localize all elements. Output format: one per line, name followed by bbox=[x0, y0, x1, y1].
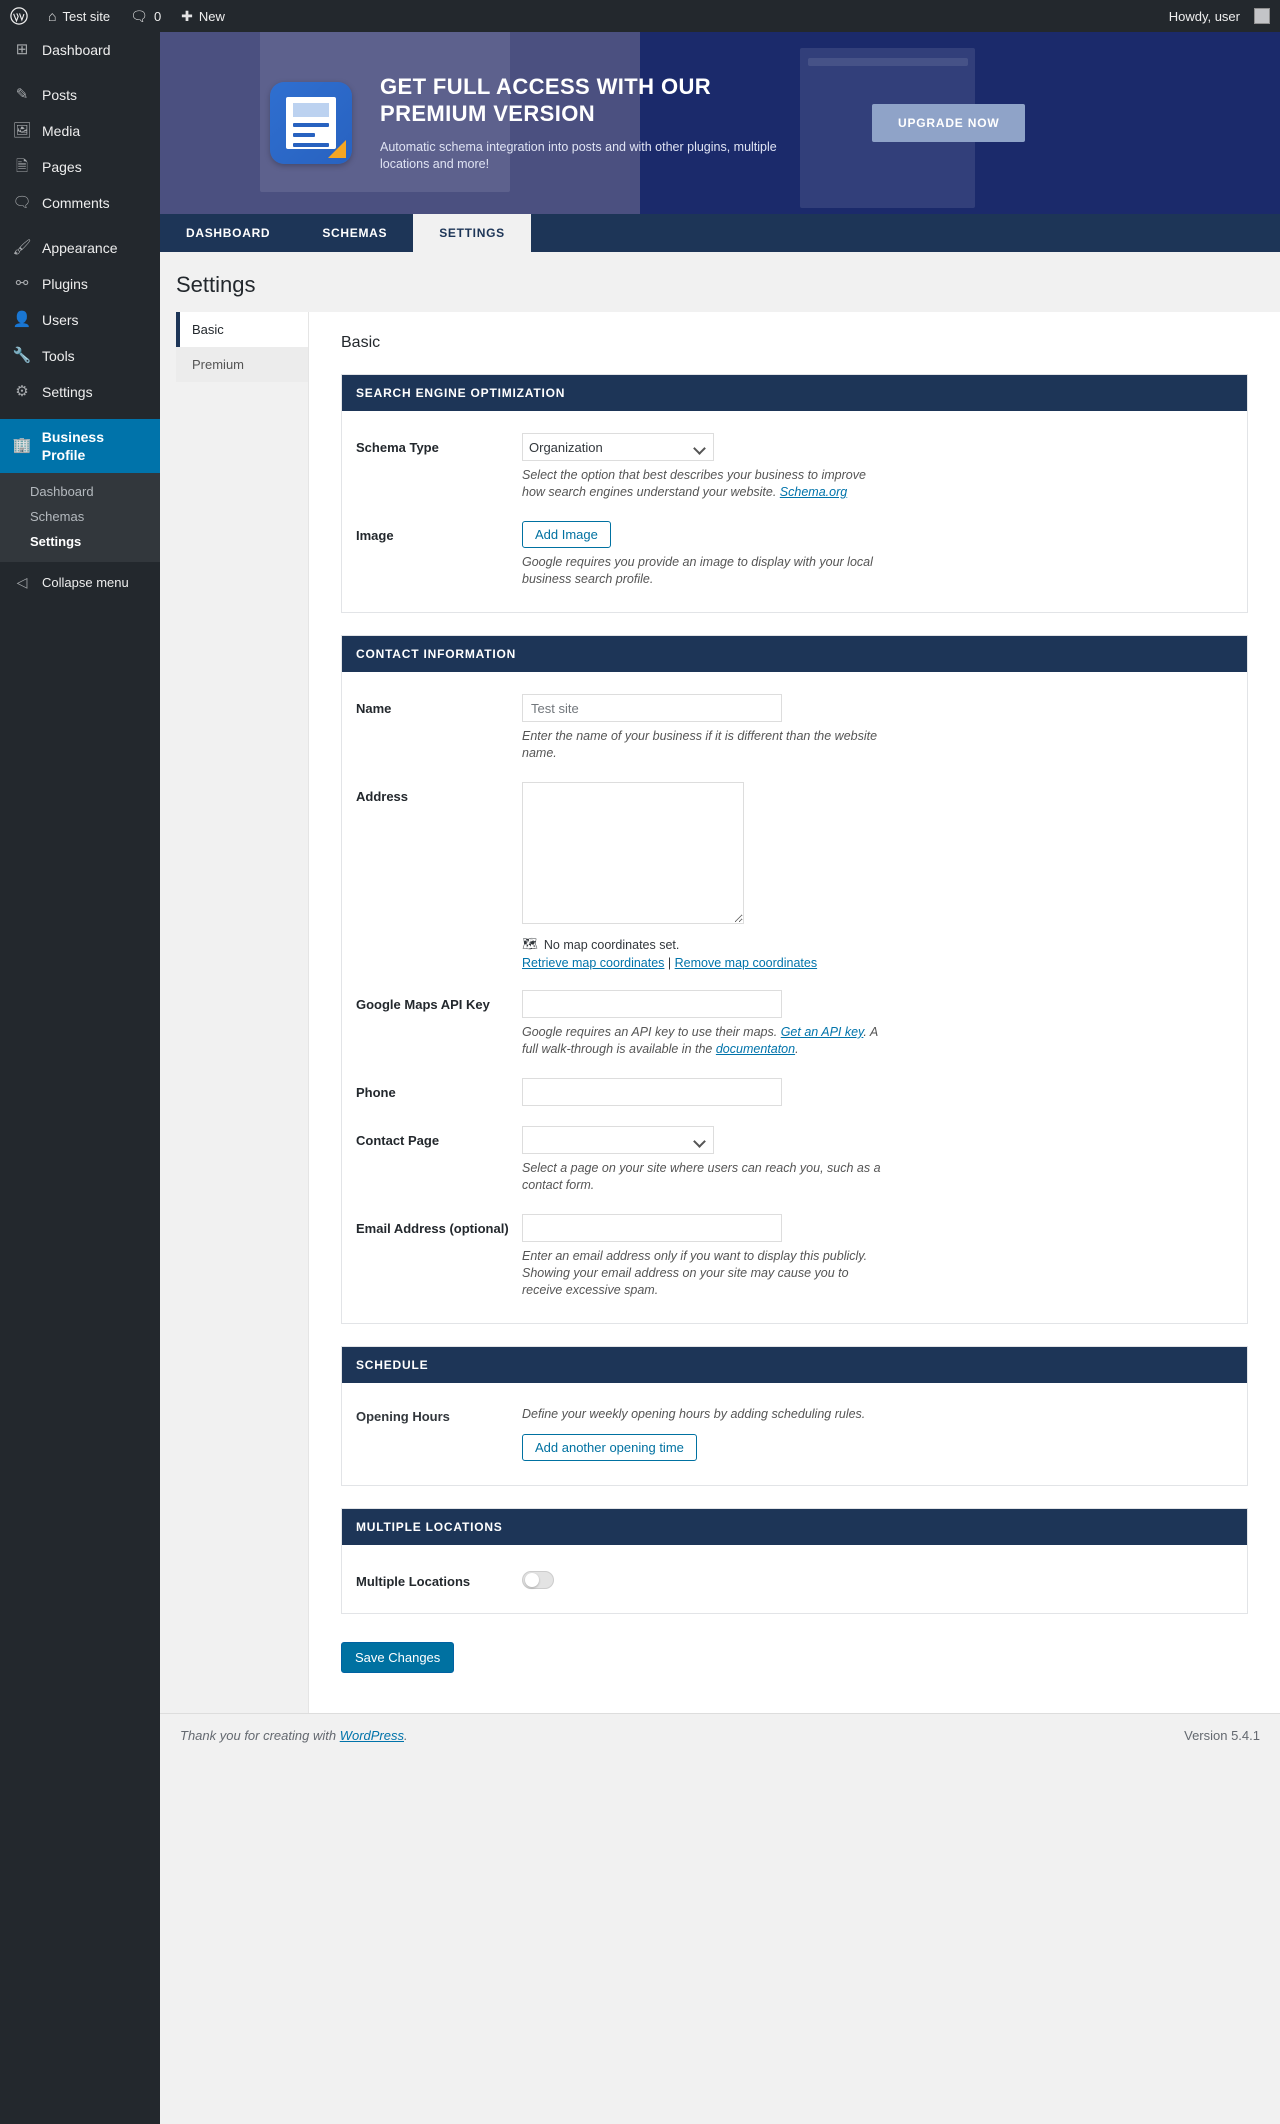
promo-text bbox=[380, 73, 800, 173]
api-desc-3: . bbox=[795, 1042, 799, 1056]
wrench-icon: 🔧 bbox=[12, 347, 32, 364]
opening-hours-actions bbox=[342, 1428, 1247, 1471]
map-coordinate-links bbox=[522, 956, 1233, 970]
sidebar-item-media[interactable] bbox=[0, 113, 160, 149]
field-label: Schema Type bbox=[356, 440, 439, 455]
sliders-icon: ⚙ bbox=[15, 383, 29, 400]
sidebar-item-label: Users bbox=[42, 312, 79, 328]
schema-document-icon bbox=[270, 82, 352, 164]
section-contact-information bbox=[341, 635, 1248, 1324]
site-name: Test site bbox=[62, 8, 111, 24]
menu-separator bbox=[0, 410, 160, 419]
field-image bbox=[342, 511, 1247, 598]
plus-icon: ✚ bbox=[181, 8, 193, 24]
field-multiple-locations bbox=[342, 1557, 1247, 1599]
admin-content bbox=[160, 32, 1280, 2124]
subtab-basic[interactable]: Basic bbox=[176, 312, 308, 347]
field-google-maps-api-key bbox=[342, 980, 1247, 1068]
footer-period: . bbox=[404, 1728, 408, 1743]
sidebar-item-business-profile[interactable] bbox=[0, 419, 160, 473]
promo-content bbox=[160, 32, 1280, 214]
remove-map-coordinates-link[interactable]: Remove map coordinates bbox=[674, 956, 818, 970]
section-schedule-heading: SCHEDULE bbox=[342, 1347, 1247, 1383]
tab-dashboard[interactable]: DASHBOARD bbox=[186, 226, 271, 240]
section-seo bbox=[341, 374, 1248, 613]
field-label: Name bbox=[356, 701, 392, 716]
collapse-menu-label: Collapse menu bbox=[42, 575, 129, 590]
field-name bbox=[342, 684, 1247, 772]
wordpress-link[interactable]: WordPress bbox=[339, 1728, 404, 1743]
field-phone bbox=[342, 1068, 1247, 1116]
my-account-menu[interactable] bbox=[1159, 0, 1280, 32]
premium-promo-banner bbox=[160, 32, 1280, 214]
user-icon: 👤 bbox=[12, 311, 32, 328]
comments-menu[interactable] bbox=[120, 0, 171, 32]
submenu-item-dashboard[interactable]: Dashboard bbox=[30, 484, 94, 499]
phone-input[interactable] bbox=[522, 1078, 782, 1106]
sidebar-item-appearance[interactable] bbox=[0, 230, 160, 266]
sidebar-item-label: Dashboard bbox=[42, 42, 111, 58]
sidebar-item-dashboard[interactable] bbox=[0, 32, 160, 68]
promo-subtitle: Automatic schema integration into posts and with other plugins, multiple locations and more! bbox=[380, 140, 777, 171]
subtab-premium[interactable]: Premium bbox=[176, 347, 308, 382]
field-email-address bbox=[342, 1204, 1247, 1309]
avatar bbox=[1254, 8, 1270, 24]
sidebar-item-label: Comments bbox=[42, 195, 110, 211]
api-desc-1: Google requires an API key to use their maps. bbox=[522, 1025, 781, 1039]
sidebar-item-settings[interactable] bbox=[0, 374, 160, 410]
sidebar-item-label: Pages bbox=[42, 159, 82, 175]
sidebar-item-posts[interactable] bbox=[0, 77, 160, 113]
section-contact-heading: CONTACT INFORMATION bbox=[342, 636, 1247, 672]
schema-type-select[interactable] bbox=[522, 433, 714, 461]
field-label: Opening Hours bbox=[356, 1409, 450, 1424]
brush-icon: 🖌 bbox=[12, 239, 32, 256]
submenu-item-schemas[interactable]: Schemas bbox=[30, 509, 85, 524]
footer-credit bbox=[180, 1728, 408, 1743]
link-separator: | bbox=[667, 956, 672, 970]
api-desc-2: . A full walk-through is available in the bbox=[522, 1025, 878, 1056]
wordpress-logo-icon[interactable] bbox=[0, 0, 38, 32]
sidebar-item-tools[interactable] bbox=[0, 338, 160, 374]
sidebar-item-comments[interactable] bbox=[0, 185, 160, 221]
pin-icon: ✎ bbox=[15, 86, 29, 103]
site-name-menu[interactable] bbox=[38, 0, 120, 32]
sidebar-item-users[interactable] bbox=[0, 302, 160, 338]
section-multiple-locations bbox=[341, 1508, 1248, 1614]
multiple-locations-toggle[interactable] bbox=[522, 1571, 554, 1589]
save-changes-button[interactable]: Save Changes bbox=[341, 1642, 454, 1673]
sidebar-item-label: Business Profile bbox=[41, 429, 104, 463]
business-profile-icon: 🏢 bbox=[12, 437, 32, 454]
sidebar-item-label: Appearance bbox=[42, 240, 118, 256]
sidebar-item-plugins[interactable] bbox=[0, 266, 160, 302]
new-content-menu[interactable] bbox=[171, 0, 235, 32]
plug-icon: ⚯ bbox=[15, 275, 29, 292]
add-image-button[interactable]: Add Image bbox=[522, 521, 611, 548]
field-address bbox=[342, 772, 1247, 980]
sidebar-item-label: Tools bbox=[42, 348, 75, 364]
section-schedule bbox=[341, 1346, 1248, 1486]
promo-title: GET FULL ACCESS WITH OUR PREMIUM VERSION bbox=[380, 74, 712, 126]
toggle-knob bbox=[525, 1573, 539, 1587]
footer-thanks-text: Thank you for creating with bbox=[180, 1728, 340, 1743]
comment-icon: 🗨 bbox=[12, 194, 32, 211]
comment-bubble-icon: 🗨 bbox=[130, 8, 148, 24]
home-icon: ⌂ bbox=[48, 8, 57, 24]
sidebar-item-label: Posts bbox=[42, 87, 78, 103]
sidebar-item-pages[interactable] bbox=[0, 149, 160, 185]
footer-version: Version 5.4.1 bbox=[1184, 1728, 1260, 1743]
section-multiple-locations-heading: MULTIPLE LOCATIONS bbox=[342, 1509, 1247, 1545]
admin-bar-right bbox=[1159, 0, 1280, 32]
howdy-label: Howdy, user bbox=[1168, 8, 1240, 24]
business-name-input[interactable] bbox=[522, 694, 782, 722]
plugin-tab-bar bbox=[160, 214, 1280, 252]
field-description: Enter the name of your business if it is different than the website name. bbox=[522, 729, 878, 760]
page-icon: 🗎 bbox=[15, 158, 29, 175]
field-label: Image bbox=[356, 528, 394, 543]
field-description: Define your weekly opening hours by adding scheduling rules. bbox=[522, 1407, 866, 1421]
google-maps-api-key-input[interactable] bbox=[522, 990, 782, 1018]
submenu-business-profile bbox=[0, 473, 160, 562]
collapse-menu-button[interactable] bbox=[0, 562, 160, 603]
field-description bbox=[522, 467, 882, 501]
documentation-link[interactable]: documentaton bbox=[715, 1042, 796, 1056]
map-coordinates-note bbox=[522, 937, 1233, 952]
panel-title: Basic bbox=[341, 334, 381, 351]
collapse-arrow-icon: ◁ bbox=[16, 574, 28, 590]
field-opening-hours bbox=[342, 1395, 1247, 1428]
tab-settings[interactable]: SETTINGS bbox=[413, 214, 531, 252]
page-title: Settings bbox=[176, 272, 256, 297]
settings-panel bbox=[308, 312, 1280, 1713]
admin-sidebar-menu bbox=[0, 32, 160, 2124]
media-icon: 🖼 bbox=[12, 122, 32, 139]
contact-page-select[interactable] bbox=[522, 1126, 714, 1154]
admin-footer bbox=[160, 1713, 1280, 1757]
retrieve-map-coordinates-link[interactable]: Retrieve map coordinates bbox=[522, 956, 665, 970]
form-actions bbox=[341, 1636, 1248, 1673]
field-description: Google requires you provide an image to display with your local business search profile. bbox=[522, 555, 873, 586]
sidebar-item-label: Media bbox=[42, 123, 81, 139]
map-note-text: No map coordinates set. bbox=[543, 937, 680, 952]
field-label: Google Maps API Key bbox=[356, 997, 490, 1012]
add-opening-time-button[interactable]: Add another opening time bbox=[522, 1434, 697, 1461]
settings-subtabs bbox=[176, 312, 308, 382]
field-label: Address bbox=[356, 789, 409, 804]
address-textarea[interactable] bbox=[522, 782, 744, 924]
submenu-item-settings[interactable]: Settings bbox=[30, 534, 82, 549]
field-label: Multiple Locations bbox=[356, 1574, 471, 1589]
schema-type-desc: Select the option that best describes your business to improve how search engines understand your website. bbox=[522, 468, 866, 499]
comments-count: 0 bbox=[153, 8, 162, 24]
admin-body bbox=[0, 32, 1280, 2124]
field-label: Contact Page bbox=[356, 1133, 440, 1148]
field-label: Email Address (optional) bbox=[356, 1221, 509, 1236]
field-schema-type bbox=[342, 423, 1247, 511]
sidebar-item-label: Settings bbox=[42, 384, 93, 400]
email-input[interactable] bbox=[522, 1214, 782, 1242]
schema-org-link[interactable]: Schema.org bbox=[779, 485, 848, 499]
dashboard-icon: ⊞ bbox=[15, 41, 29, 58]
field-description: Enter an email address only if you want to display this publicly. Showing your email address on your site may cause you to receive excessive spam. bbox=[522, 1249, 868, 1297]
menu-separator bbox=[0, 68, 160, 77]
menu-separator bbox=[0, 221, 160, 230]
field-label: Phone bbox=[356, 1085, 396, 1100]
admin-bar bbox=[0, 0, 1280, 32]
tab-schemas[interactable]: SCHEMAS bbox=[322, 226, 388, 240]
new-label: New bbox=[198, 8, 225, 24]
section-seo-heading: SEARCH ENGINE OPTIMIZATION bbox=[342, 375, 1247, 411]
settings-body bbox=[160, 312, 1280, 1713]
get-api-key-link[interactable]: Get an API key bbox=[780, 1025, 864, 1039]
upgrade-now-button[interactable]: UPGRADE NOW bbox=[872, 104, 1025, 142]
field-description: Select a page on your site where users can reach you, such as a contact form. bbox=[522, 1161, 881, 1192]
map-pin-icon: 🗺 bbox=[522, 937, 538, 951]
field-description bbox=[522, 1024, 882, 1058]
sidebar-item-label: Plugins bbox=[42, 276, 88, 292]
field-contact-page bbox=[342, 1116, 1247, 1204]
